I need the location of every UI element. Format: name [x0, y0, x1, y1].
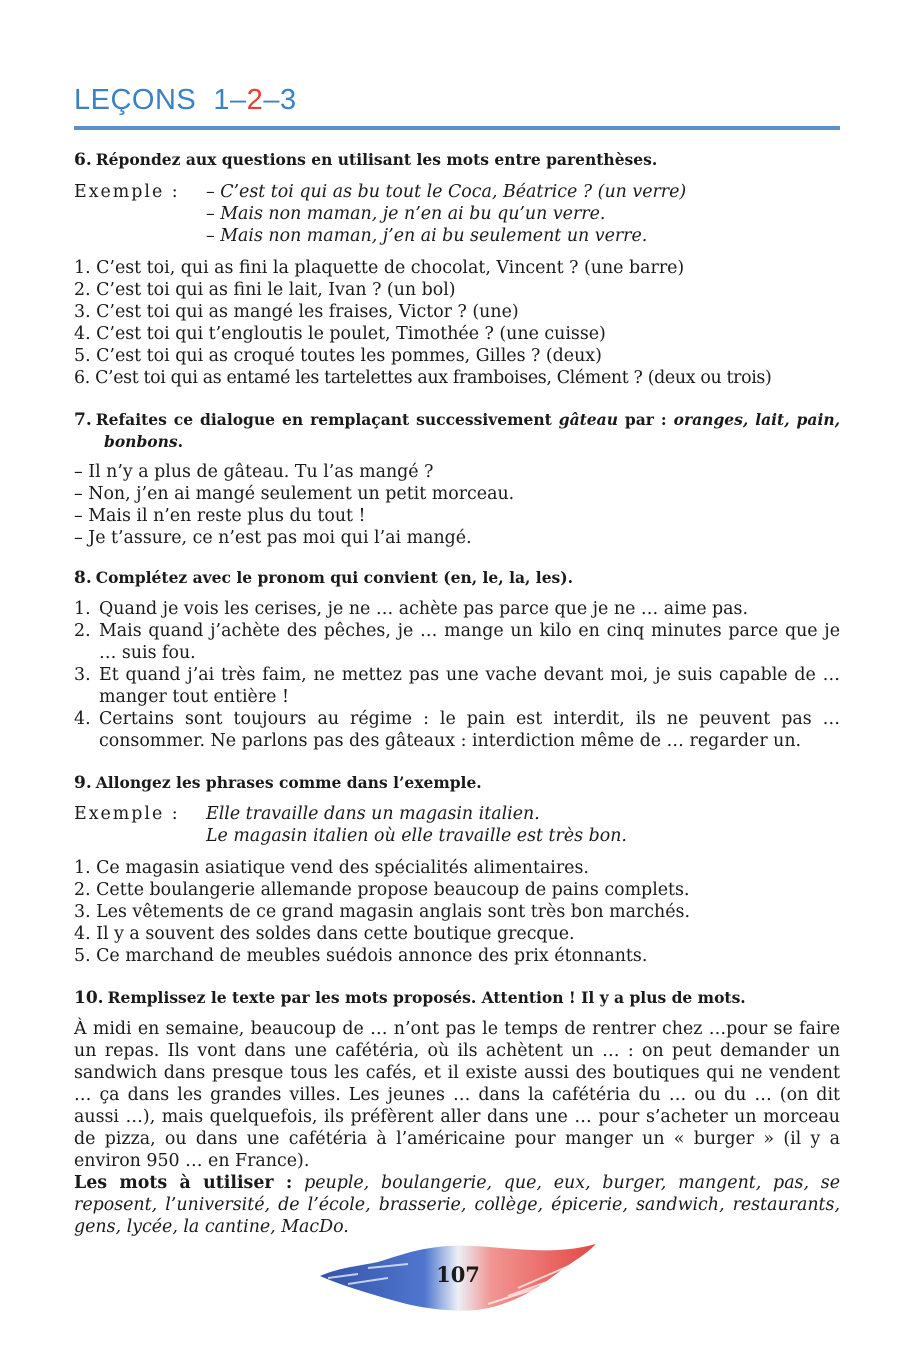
exercise-7-instruction: 7. Refaites ce dialogue en remplaçant successivement gâteau par : oranges, lait, pain, bonbons. [74, 410, 840, 451]
list-item: 2. Cette boulangerie allemande propose beaucoup de pains complets. [74, 880, 690, 900]
list-item: 6. C’est toi qui as entamé les tartelettes aux framboises, Clément ? (deux ou trois) [74, 368, 772, 388]
list-item: 5. C’est toi qui as croqué toutes les pommes, Gilles ? (deux) [74, 346, 602, 366]
exercise-9 [74, 772, 840, 967]
lecons-label: LEÇONS [74, 84, 197, 116]
list-item: 2. Mais quand j’achète des pêches, je … mange un kilo en cinq minutes parce que je … suis fou. [74, 621, 840, 663]
exercise-6 [74, 149, 840, 389]
lesson-number-3: 3 [279, 84, 297, 116]
list-item: 3. C’est toi qui as mangé les fraises, Victor ? (une) [74, 302, 519, 322]
exercise-7 [74, 409, 840, 549]
example-line: Elle travaille dans un magasin italien. [206, 804, 540, 824]
list-item: 4. C’est toi qui t’engloutis le poulet, Timothée ? (une cuisse) [74, 324, 606, 344]
list-item: 4. Il y a souvent des soldes dans cette boutique grecque. [74, 924, 575, 944]
example-label: Exemple : [74, 182, 180, 202]
example-line: – Mais non maman, je n’en ai bu qu’un verre. [206, 204, 606, 224]
exercise-6-instruction: 6. Répondez aux questions en utilisant les mots entre parenthèses. [74, 150, 658, 170]
dash: – [263, 84, 280, 116]
word-bank-label: Les mots à utiliser : [74, 1173, 293, 1193]
lesson-number-1: 1 [213, 84, 231, 116]
dialogue-line: – Il n’y a plus de gâteau. Tu l’as mangé ? [74, 462, 434, 482]
page-footer [318, 1238, 598, 1316]
lesson-header [74, 84, 840, 130]
example-label: Exemple : [74, 804, 180, 824]
exercise-9-instruction: 9. Allongez les phrases comme dans l’exemple. [74, 773, 482, 793]
list-item: 3. Et quand j’ai très faim, ne mettez pas une vache devant moi, je suis capable de … manger tout entière ! [74, 665, 840, 707]
exercise-10-instruction: 10. Remplissez le texte par les mots proposés. Attention ! Il y a plus de mots. [74, 988, 746, 1008]
dash: – [230, 84, 247, 116]
example-line: – Mais non maman, j’en ai bu seulement un verre. [206, 226, 648, 246]
exercise-8 [74, 567, 840, 752]
word-bank-words: peuple, boulangerie, que, eux, burger, mangent, pas, se reposent, l’université, de l’école, brasserie, collège, épicerie, sandwich, restaurants, gens, lycée, la cantine, MacDo. [74, 1173, 840, 1237]
exercise-10-paragraph: À midi en semaine, beaucoup de … n’ont pas le temps de rentrer chez …pour se faire un repas. Ils vont dans une cafétéria, où ils achètent un … : on peut demander un sandwich dans presque tous les cafés, et il existe aussi des boutiques qui ne vendent … ça dans les grandes villes. Les jeunes … dans la cafétéria du … ou du … (on dit aussi …), mais quelquefois, ils préfèrent aller dans une … pour s’acheter un morceau de pizza, ou dans une cafétéria à l’américaine pour manger un « burger » (il y a environ 950 … en France). [74, 1019, 840, 1171]
list-item: 2. C’est toi qui as fini le lait, Ivan ? (un bol) [74, 280, 456, 300]
dialogue-line: – Je t’assure, ce n’est pas moi qui l’ai mangé. [74, 528, 472, 548]
lesson-number-2: 2 [246, 84, 264, 116]
word-bank [74, 1172, 840, 1238]
list-item: 1. C’est toi, qui as fini la plaquette de chocolat, Vincent ? (une barre) [74, 258, 685, 278]
dialogue-line: – Non, j’en ai mangé seulement un petit morceau. [74, 484, 515, 504]
list-item: 1. Ce magasin asiatique vend des spécialités alimentaires. [74, 858, 589, 878]
list-item: 5. Ce marchand de meubles suédois annonce des prix étonnants. [74, 946, 648, 966]
dialogue-line: – Mais il n’en reste plus du tout ! [74, 506, 366, 526]
list-item: 4. Certains sont toujours au régime : le pain est interdit, ils ne peuvent pas … consommer. Ne parlons pas des gâteaux : interdiction même de … regarder un. [74, 709, 840, 751]
list-item: 1. Quand je vois les cerises, je ne … achète pas parce que je ne … aime pas. [74, 599, 748, 619]
exercise-10 [74, 987, 840, 1238]
page-number: 107 [436, 1262, 480, 1287]
exercise-8-instruction: 8. Complétez avec le pronom qui convient (en, le, la, les). [74, 568, 574, 588]
example-line: – C’est toi qui as bu tout le Coca, Béatrice ? (un verre) [206, 182, 687, 202]
example-line: Le magasin italien où elle travaille est très bon. [206, 826, 627, 846]
lesson-title [74, 84, 297, 117]
list-item: 3. Les vêtements de ce grand magasin anglais sont très bon marchés. [74, 902, 690, 922]
